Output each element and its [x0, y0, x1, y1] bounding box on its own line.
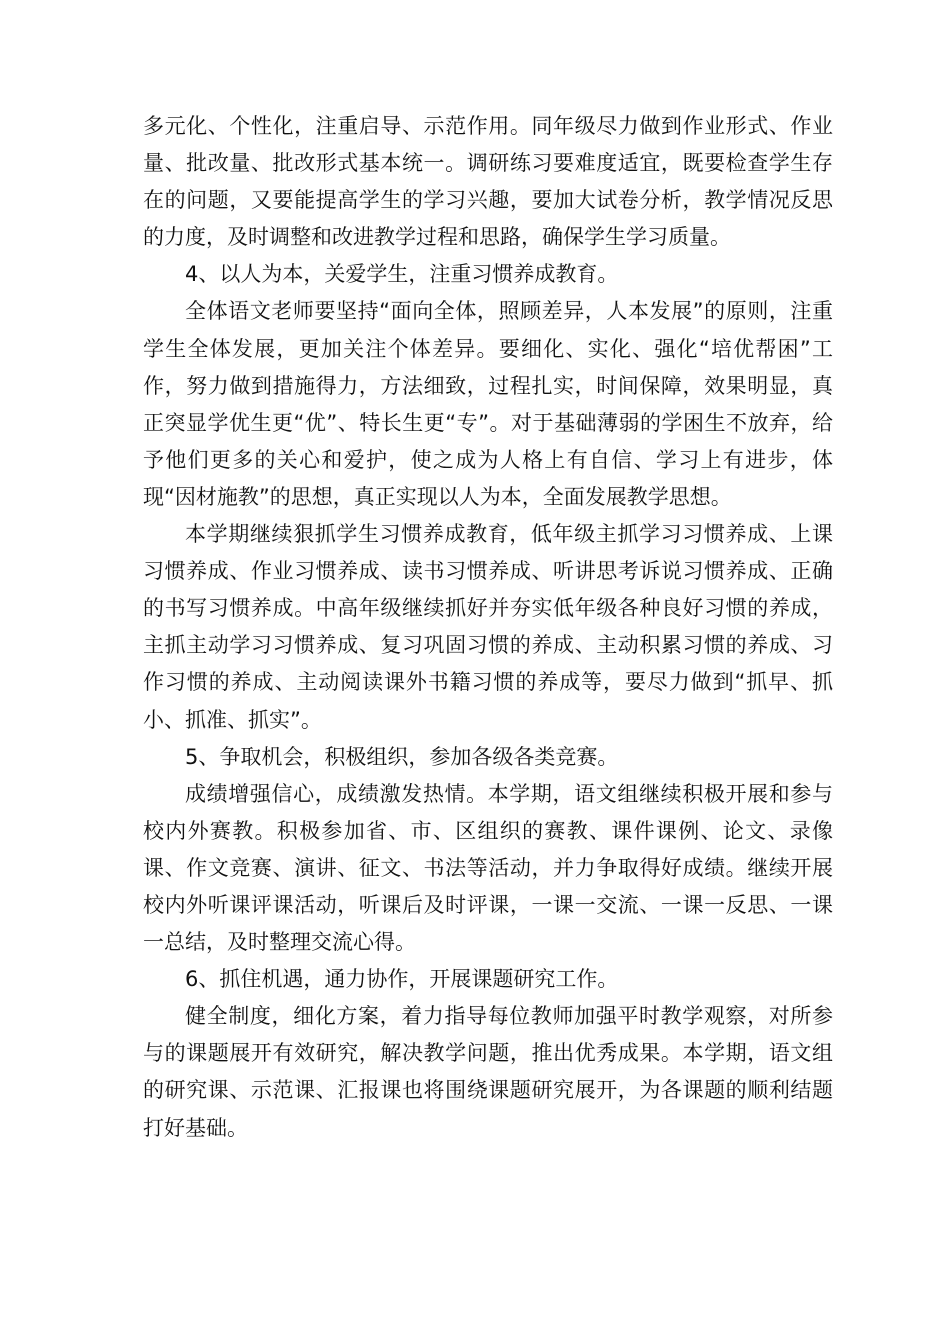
paragraph-body: 本学期继续狠抓学生习惯养成教育，低年级主抓学习习惯养成、上课习惯养成、作业习惯养成、读书习惯养成、听讲思考诉说习惯养成、正确的书写习惯养成。中高年级继续抓好并夯实低年级各种良好习惯的养成，主抓主动学习习惯养成、复习巩固习惯的养成、主动积累习惯的养成、习作习惯的养成、主动阅读课外书籍习惯的养成等，要尽力做到“抓早、抓小、抓准、抓实”。: [143, 522, 833, 732]
paragraph-body: 全体语文老师要坚持“面向全体，照顾差异，人本发展”的原则，注重学生全体发展，更加关注个体差异。要细化、实化、强化“培优帮困”工作，努力做到措施得力，方法细致，过程扎实，时间保障，效果明显，真正突显学优生更“优”、特长生更“专”。对于基础薄弱的学困生不放弃，给予他们更多的关心和爱护，使之成为人格上有自信、学习上有进步，体现“因材施教”的思想，真正实现以人为本，全面发展教学思想。: [143, 299, 833, 509]
paragraph-continuation: 多元化、个性化，注重启导、示范作用。同年级尽力做到作业形式、作业量、批改量、批改形式基本统一。调研练习要难度适宜，既要检查学生存在的问题，又要能提高学生的学习兴趣，要加大试卷分析，教学情况反思的力度，及时调整和改进教学过程和思路，确保学生学习质量。: [143, 114, 833, 250]
paragraph-body: 成绩增强信心，成绩激发热情。本学期，语文组继续积极开展和参与校内外赛教。积极参加省、市、区组织的赛教、课件课例、论文、录像课、作文竞赛、演讲、征文、书法等活动，并力争取得好成绩。继续开展校内外听课评课活动，听课后及时评课，一课一交流、一课一反思、一课一总结，及时整理交流心得。: [143, 781, 833, 955]
section-heading-5: 5、争取机会，积极组织，参加各级各类竞赛。: [185, 744, 619, 769]
section-heading-6: 6、抓住机遇，通力协作，开展课题研究工作。: [185, 967, 619, 992]
document-page: [143, 108, 833, 1147]
paragraph-body: 健全制度，细化方案，着力指导每位教师加强平时教学观察，对所参与的课题展开有效研究，解决教学问题，推出优秀成果。本学期，语文组的研究课、示范课、汇报课也将围绕课题研究展开，为各课题的顺利结题打好基础。: [143, 1004, 833, 1140]
section-heading-4: 4、以人为本，关爱学生，注重习惯养成教育。: [185, 262, 619, 287]
